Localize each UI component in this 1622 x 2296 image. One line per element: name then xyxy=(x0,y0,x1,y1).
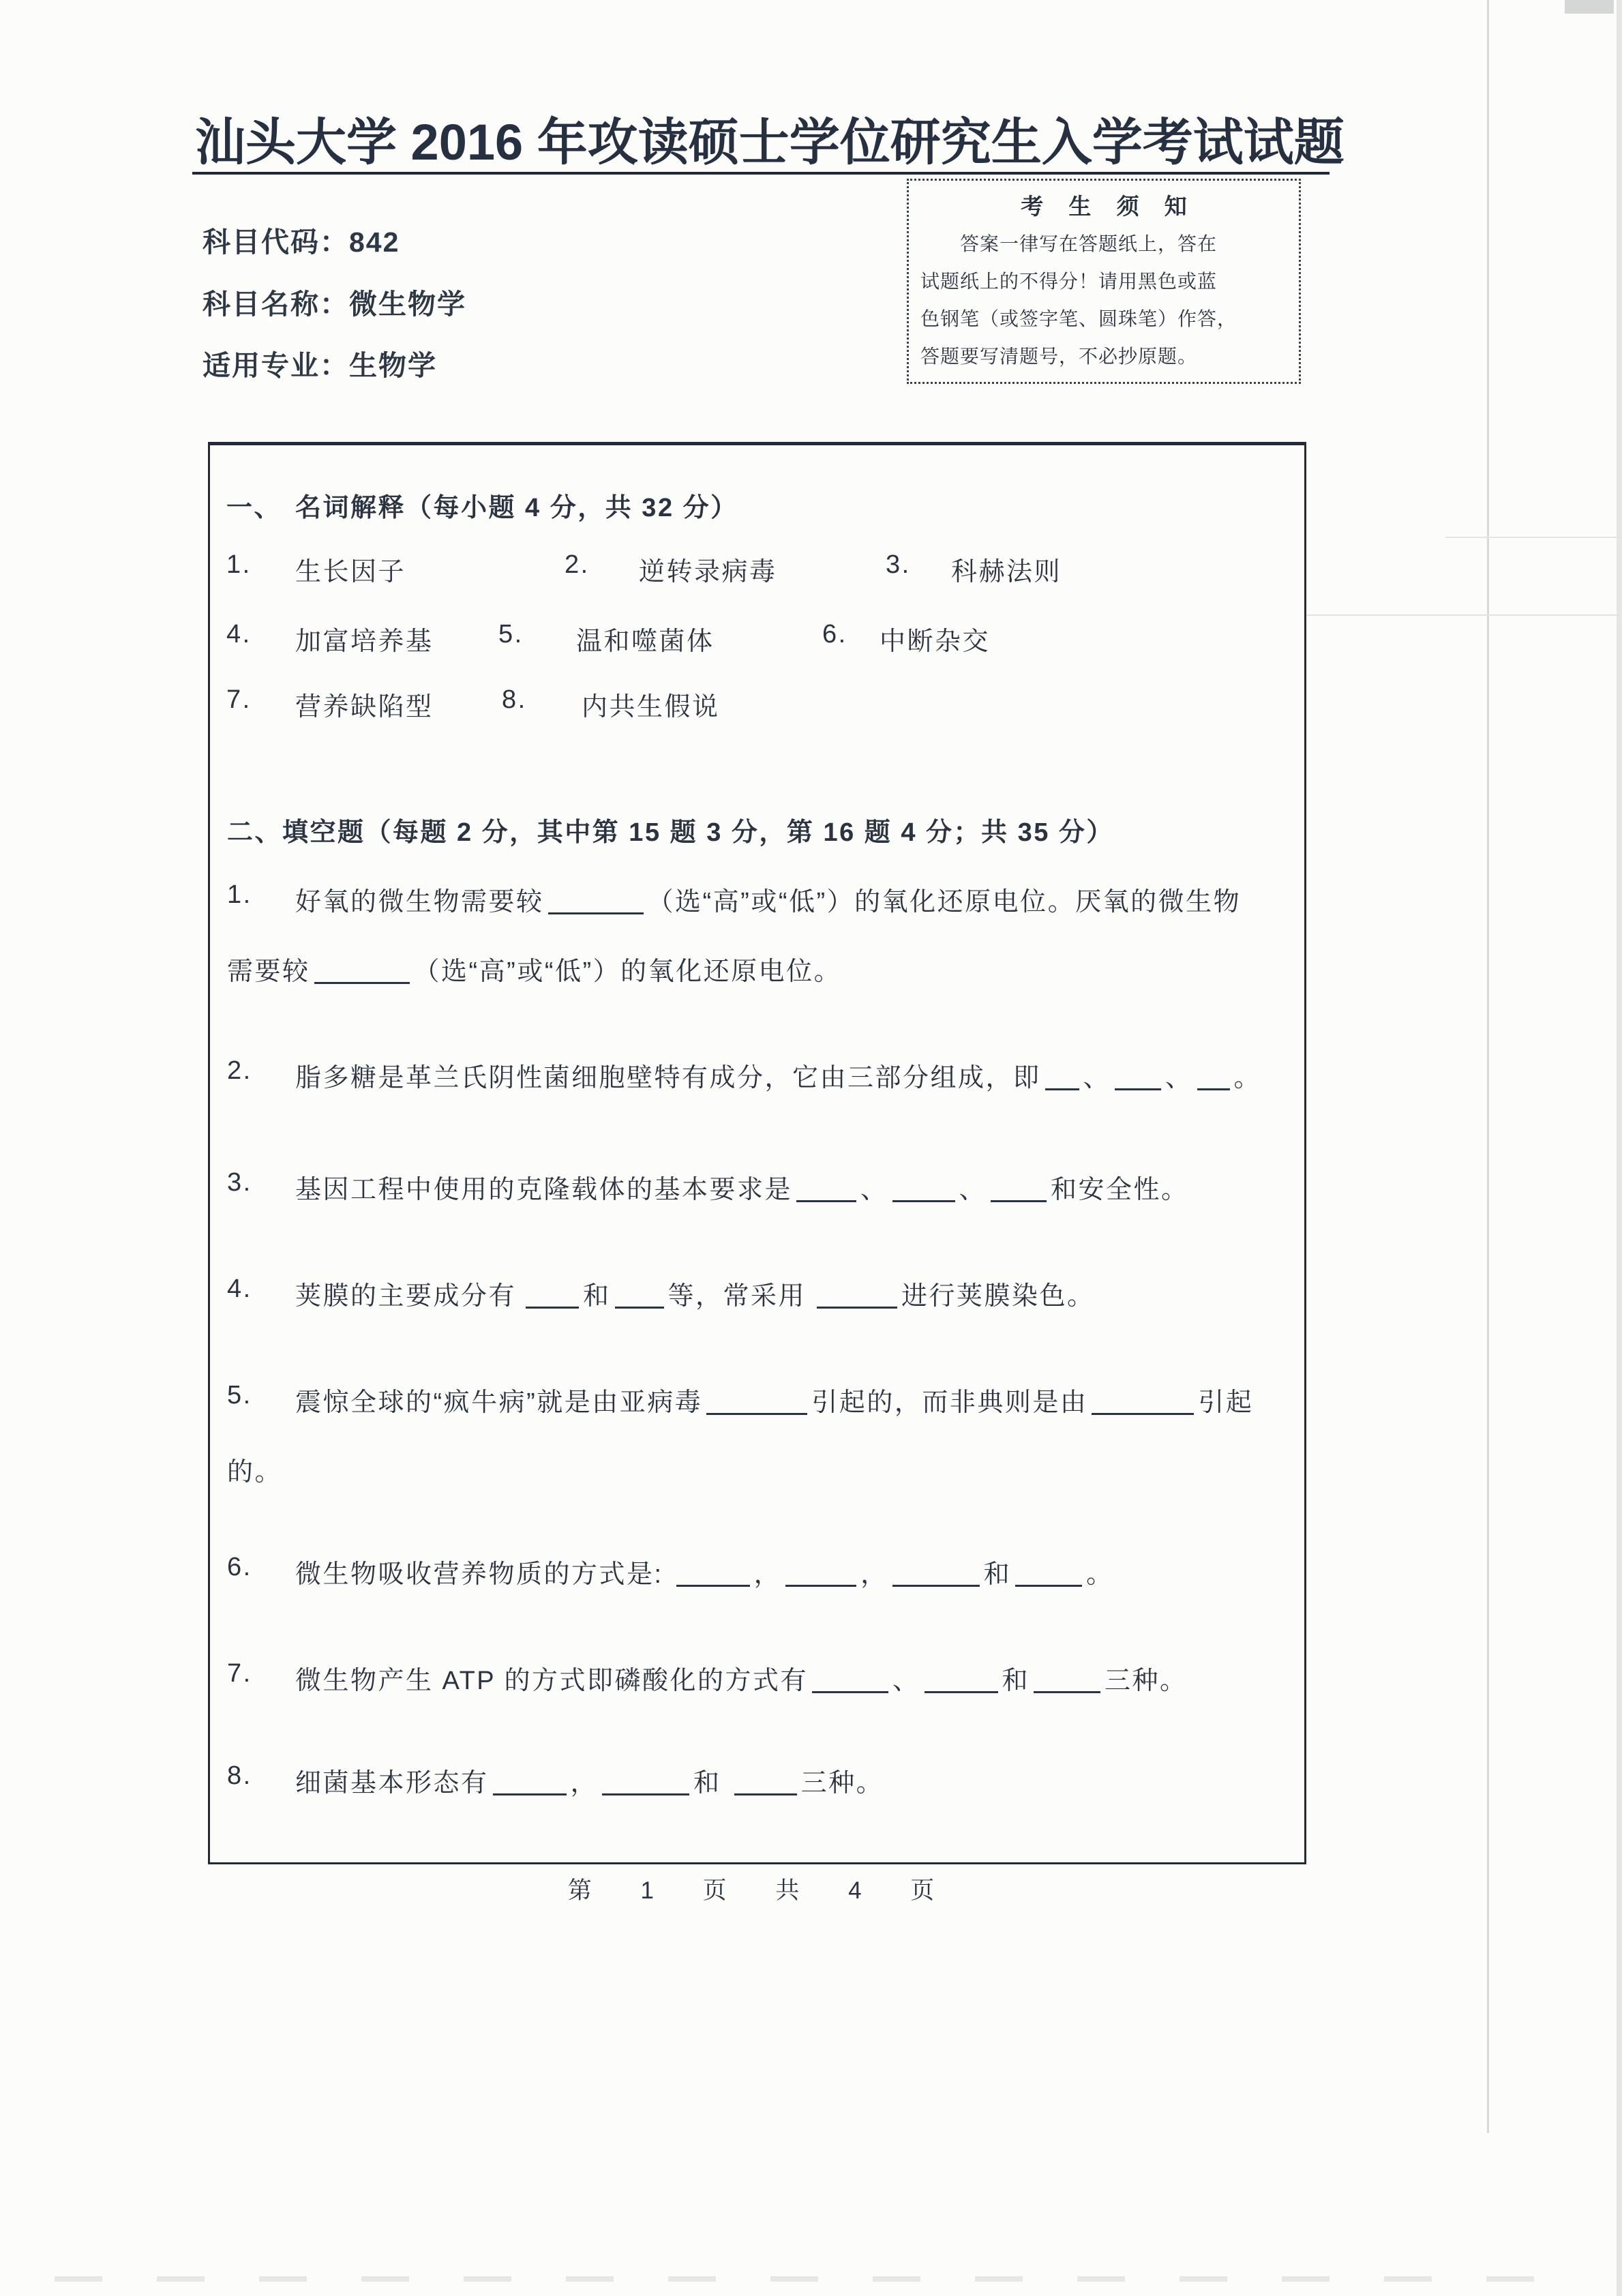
scan-artifact-dashes xyxy=(55,2276,1568,2282)
section1-heading-row xyxy=(210,486,1304,520)
answer-blank xyxy=(548,892,644,914)
term-number: 6. xyxy=(822,620,847,648)
scan-artifact-line xyxy=(1445,537,1622,538)
question-segment: 、 xyxy=(1083,1064,1111,1092)
question-text xyxy=(295,1381,1291,1418)
question-text xyxy=(295,1056,1291,1094)
subject-name: 科目名称：微生物学 xyxy=(202,288,466,320)
term-number: 2. xyxy=(565,550,590,579)
answer-blank xyxy=(615,1286,664,1309)
fill-question-7 xyxy=(210,1659,1304,1693)
fill-question-1-line-2 xyxy=(210,950,1304,984)
question-segment: 微生物产生 ATP 的方式即磷酸化的方式有 xyxy=(295,1667,809,1695)
term-label: 逆转录病毒 xyxy=(639,558,777,586)
term-number: 4. xyxy=(226,620,252,648)
answer-blank xyxy=(1115,1068,1161,1090)
question-number: 7. xyxy=(227,1659,252,1688)
question-segment: 。 xyxy=(1233,1064,1262,1092)
term-label: 科赫法则 xyxy=(951,558,1062,586)
terms-row-3 xyxy=(210,685,1304,719)
question-segment: 和安全性。 xyxy=(1051,1176,1189,1204)
answer-blank xyxy=(1015,1564,1082,1587)
fill-question-2 xyxy=(210,1056,1304,1090)
notice-line: 试题纸上的不得分！请用黑色或蓝 xyxy=(920,271,1218,292)
scan-edge-shade xyxy=(1617,0,1622,2296)
notice-line: 色钢笔（或签字笔、圆珠笔）作答， xyxy=(920,308,1237,329)
term-label: 加富培养基 xyxy=(295,627,434,656)
question-segment: 荚膜的主要成分有 xyxy=(295,1282,517,1311)
question-segment: （选“高”或“低”）的氧化还原电位。 xyxy=(413,957,842,986)
notice-line: 答案一律写在答题纸上，答在 xyxy=(960,233,1218,254)
applicable-major: 适用专业：生物学 xyxy=(202,350,437,381)
fill-question-5-line-1 xyxy=(210,1381,1304,1415)
term-label: 内共生假说 xyxy=(582,693,720,721)
terms-row-1 xyxy=(210,550,1304,584)
fill-question-4 xyxy=(210,1274,1304,1309)
answer-blank xyxy=(925,1671,998,1693)
answer-blank xyxy=(991,1180,1047,1202)
answer-blank xyxy=(314,961,410,984)
question-segment: 引起的，而非典则是由 xyxy=(811,1388,1088,1417)
section1-heading: 名词解释（每小题 4 分，共 32 分） xyxy=(295,494,738,522)
term-number: 7. xyxy=(226,685,252,714)
question-segment: 等，常采用 xyxy=(667,1282,807,1311)
question-text xyxy=(295,880,1291,918)
answer-blank xyxy=(817,1286,897,1309)
section2-heading-row xyxy=(210,811,1304,845)
question-segment: 的。 xyxy=(227,1458,283,1487)
question-segment: 三种。 xyxy=(800,1769,884,1798)
section2-heading: 二、填空题（每题 2 分，其中第 15 题 3 分，第 16 题 4 分；共 35 分） xyxy=(227,818,1114,847)
question-segment: 脂多糖是革兰氏阴性菌细胞壁特有成分，它由三部分组成，即 xyxy=(295,1064,1041,1092)
question-segment: 、 xyxy=(860,1176,888,1204)
question-segment: 和 xyxy=(583,1282,611,1311)
question-segment: 、 xyxy=(1165,1064,1193,1092)
question-segment: 、 xyxy=(892,1667,920,1695)
question-segment: 细菌基本形态有 xyxy=(295,1769,489,1798)
question-segment: 、 xyxy=(959,1176,987,1204)
answer-blank xyxy=(1197,1068,1230,1090)
candidate-notice-box xyxy=(907,179,1301,384)
question-number: 2. xyxy=(227,1056,252,1085)
term-number: 8. xyxy=(502,685,527,714)
question-segment: 基因工程中使用的克隆载体的基本要求是 xyxy=(295,1176,793,1204)
answer-blank xyxy=(602,1773,689,1795)
scan-artifact-line xyxy=(1306,614,1620,616)
question-number: 1. xyxy=(227,880,252,909)
page-footer: 第 1 页 共 4 页 xyxy=(567,1877,947,1904)
question-text xyxy=(295,1761,1291,1799)
term-number: 5. xyxy=(498,620,524,648)
question-segment: ， xyxy=(753,1560,782,1589)
question-segment: 需要较 xyxy=(227,957,310,986)
answer-blank xyxy=(892,1564,980,1587)
term-label: 营养缺陷型 xyxy=(295,693,434,721)
question-text xyxy=(295,1168,1291,1206)
subject-code: 科目代码：842 xyxy=(202,226,400,258)
question-text xyxy=(295,1274,1291,1312)
question-segment: 震惊全球的“疯牛病”就是由亚病毒 xyxy=(295,1388,703,1417)
term-label: 中断杂交 xyxy=(880,627,991,656)
question-box xyxy=(208,442,1306,1864)
question-segment: 三种。 xyxy=(1105,1667,1188,1695)
question-segment: 。 xyxy=(1086,1560,1114,1589)
answer-blank xyxy=(526,1286,579,1309)
answer-blank xyxy=(734,1773,797,1795)
fill-question-1-line-1 xyxy=(210,880,1304,914)
question-segment: ， xyxy=(570,1769,599,1798)
question-segment: 引起 xyxy=(1198,1388,1254,1417)
fill-question-6 xyxy=(210,1553,1304,1587)
notice-title: 考 生 须 知 xyxy=(1021,194,1197,219)
answer-blank xyxy=(706,1392,807,1415)
answer-blank xyxy=(785,1564,856,1587)
answer-blank xyxy=(892,1180,955,1202)
answer-blank xyxy=(812,1671,888,1693)
question-segment: （选“高”或“低”）的氧化还原电位。厌氧的微生物 xyxy=(647,888,1242,916)
scan-smudge xyxy=(1565,0,1614,14)
scan-edge-line xyxy=(1487,0,1489,2133)
question-segment: 微生物吸收营养物质的方式是: xyxy=(295,1560,672,1589)
term-number: 3. xyxy=(886,550,911,579)
term-label: 温和噬菌体 xyxy=(576,627,715,656)
answer-blank xyxy=(493,1773,567,1795)
answer-blank xyxy=(796,1180,856,1202)
fill-question-5-line-2 xyxy=(210,1450,1304,1485)
title-underline xyxy=(192,172,1330,175)
question-text xyxy=(295,1553,1291,1590)
question-segment: ， xyxy=(860,1560,888,1589)
term-number: 1. xyxy=(226,550,252,579)
answer-blank xyxy=(1034,1671,1100,1693)
question-number: 6. xyxy=(227,1553,252,1581)
answer-blank xyxy=(1092,1392,1194,1415)
question-segment: 进行荚膜染色。 xyxy=(901,1282,1095,1311)
fill-question-3 xyxy=(210,1168,1304,1202)
question-number: 8. xyxy=(227,1761,252,1790)
question-segment: 和 xyxy=(1002,1667,1030,1695)
fill-question-8 xyxy=(210,1761,1304,1798)
question-segment: 和 xyxy=(693,1769,730,1798)
notice-line: 答题要写清题号，不必抄原题。 xyxy=(920,346,1198,367)
question-number: 3. xyxy=(227,1168,252,1197)
term-label: 生长因子 xyxy=(295,558,406,586)
question-number: 5. xyxy=(227,1381,252,1410)
page-title: 汕头大学 2016 年攻读硕士学位研究生入学考试试题 xyxy=(195,114,1345,170)
question-text xyxy=(227,950,1291,987)
answer-blank xyxy=(1045,1068,1079,1090)
section1-number: 一、 xyxy=(226,494,282,522)
question-number: 4. xyxy=(227,1274,252,1303)
answer-blank xyxy=(676,1564,750,1587)
question-segment: 好氧的微生物需要较 xyxy=(295,888,544,916)
question-segment: 和 xyxy=(983,1560,1012,1589)
terms-row-2 xyxy=(210,620,1304,654)
question-text xyxy=(295,1659,1291,1697)
